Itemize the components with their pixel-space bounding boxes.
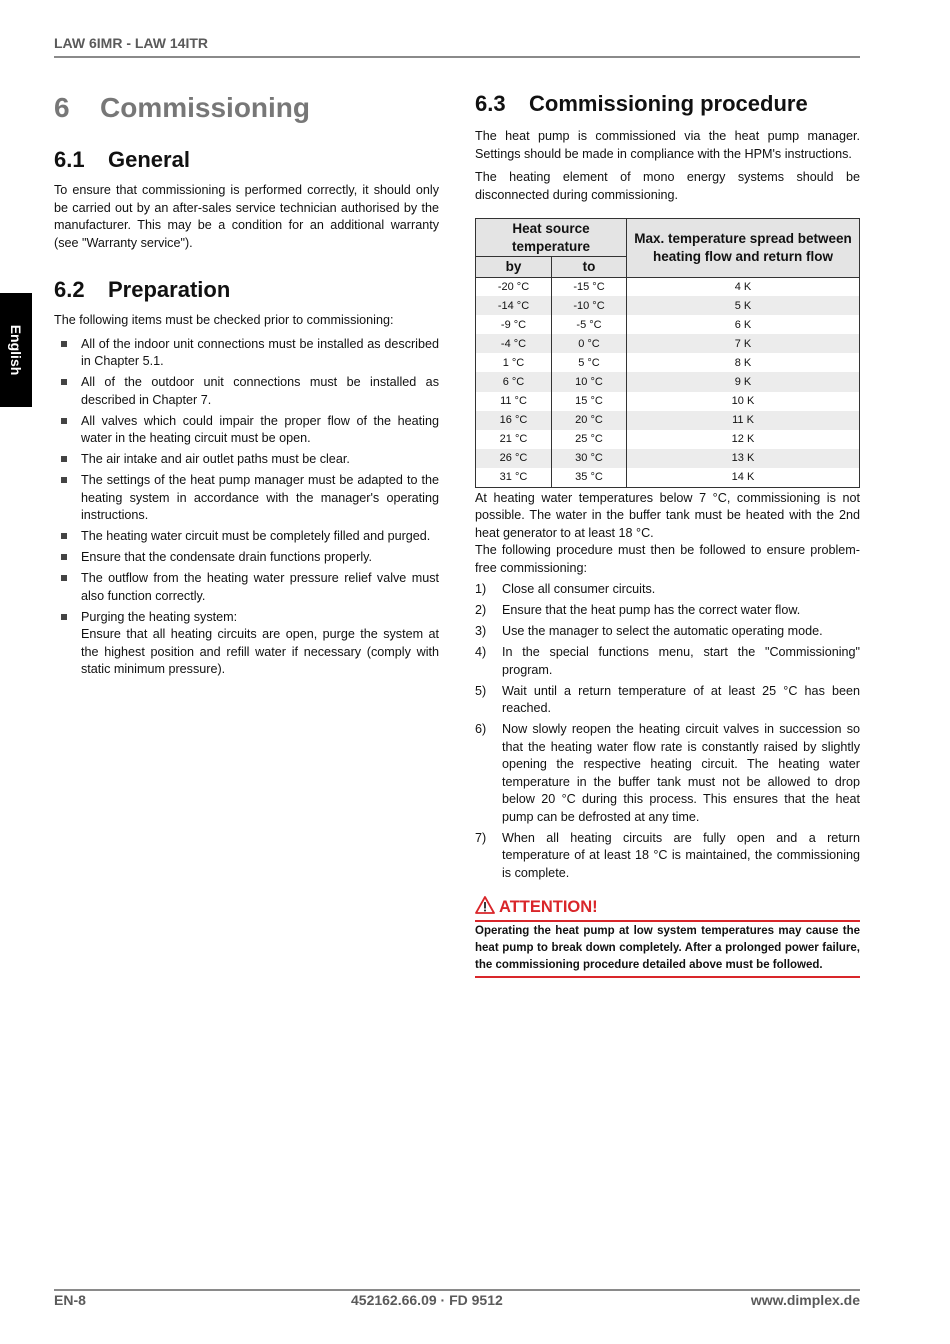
step-text: When all heating circuits are fully open and a return temperature of at least 18 °C is maintained, the commissioning is complete.	[502, 830, 860, 880]
list-item: The settings of the heat pump manager must be adapted to the heating system in accordance with the manager's operating instructions.	[54, 472, 439, 525]
table-header-spread: Max. temperature spread between heating flow and return flow	[627, 219, 860, 278]
step-number: 1)	[475, 582, 487, 597]
table-row	[476, 372, 860, 391]
table-cell: -5 °C	[552, 315, 627, 334]
table-cell: 5 °C	[552, 353, 627, 372]
step-number: 6)	[475, 722, 487, 737]
table-cell: 30 °C	[552, 449, 627, 468]
section-title: Preparation	[108, 277, 231, 302]
commissioning-steps	[475, 581, 860, 882]
table-row	[476, 468, 860, 487]
preparation-intro: The following items must be checked prior to commissioning:	[54, 313, 394, 327]
step-text: Wait until a return temperature of at least 25 °C has been reached.	[502, 683, 860, 716]
step-text: Close all consumer circuits.	[502, 582, 656, 597]
table-cell: 26 °C	[476, 449, 552, 468]
procedure-paragraph-1: The heat pump is commissioned via the heat pump manager. Settings should be made in compliance with the HPM's instructions.	[475, 129, 860, 161]
table-cell: 10 °C	[552, 372, 627, 391]
chapter-title	[54, 90, 439, 126]
step-text: In the special functions menu, start the "Commissioning" program.	[502, 645, 860, 677]
language-tab-label: English	[8, 324, 24, 376]
table-cell: 1 °C	[476, 353, 552, 372]
preparation-checklist	[54, 336, 439, 679]
section-title: Commissioning procedure	[529, 91, 808, 116]
table-cell: 14 K	[627, 468, 860, 487]
table-header-by: by	[476, 257, 552, 278]
attention-title: ATTENTION!	[499, 898, 598, 917]
table-cell: 11 K	[627, 411, 860, 430]
left-column	[54, 90, 439, 682]
list-item: The outflow from the heating water pressure relief valve must also function correctly.	[54, 570, 439, 605]
table-cell: 31 °C	[476, 468, 552, 487]
table-cell: -20 °C	[476, 277, 552, 296]
table-cell: 7 K	[627, 334, 860, 353]
footer-website: www.dimplex.de	[750, 1292, 860, 1308]
procedure-paragraph-4: The following procedure must then be followed to ensure problem-free commissioning:	[475, 543, 860, 575]
list-item	[475, 721, 860, 826]
table-header-heat-source: Heat source temperature	[476, 219, 627, 257]
table-row	[476, 430, 860, 449]
warning-triangle-icon	[475, 896, 495, 919]
section-title: General	[108, 147, 190, 172]
section-heading-preparation	[54, 276, 439, 304]
table-cell: -9 °C	[476, 315, 552, 334]
table-cell: 13 K	[627, 449, 860, 468]
table-cell: 25 °C	[552, 430, 627, 449]
table-cell: 6 K	[627, 315, 860, 334]
table-cell: -10 °C	[552, 296, 627, 315]
footer-page-number: EN-8	[54, 1292, 86, 1308]
table-cell: 35 °C	[552, 468, 627, 487]
list-item: All valves which could impair the proper flow of the heating water in the heating circuit must be open.	[54, 413, 439, 448]
table-header-to: to	[552, 257, 627, 278]
list-item: Ensure that the condensate drain functions properly.	[54, 549, 439, 567]
right-column	[475, 90, 860, 978]
table-row	[476, 334, 860, 353]
step-text: Ensure that the heat pump has the correct water flow.	[502, 603, 801, 618]
table-cell: -14 °C	[476, 296, 552, 315]
table-cell: 20 °C	[552, 411, 627, 430]
list-item	[475, 602, 860, 620]
table-cell: 16 °C	[476, 411, 552, 430]
section-number: 6.3	[475, 91, 506, 116]
section-heading-general	[54, 146, 439, 174]
language-tab	[0, 293, 32, 407]
footer-doc-number: 452162.66.09 · FD 9512	[351, 1292, 503, 1308]
table-row	[476, 353, 860, 372]
step-number: 2)	[475, 603, 487, 618]
table-row	[476, 392, 860, 411]
list-item-label: Purging the heating system:	[81, 609, 238, 624]
list-item	[475, 581, 860, 599]
list-item	[475, 644, 860, 679]
table-cell: -15 °C	[552, 277, 627, 296]
table-row	[476, 315, 860, 334]
list-item	[475, 830, 860, 883]
section-heading-procedure	[475, 90, 860, 118]
procedure-paragraph-2: The heating element of mono energy systems should be disconnected during commissioning.	[475, 170, 860, 202]
step-text: Use the manager to select the automatic operating mode.	[502, 624, 823, 639]
table-row	[476, 296, 860, 315]
list-item	[54, 609, 439, 679]
table-cell: 10 K	[627, 392, 860, 411]
step-number: 3)	[475, 624, 487, 639]
general-paragraph: To ensure that commissioning is performed correctly, it should only be carried out by an after-sales service technician authorised by the manufacturer. This may be a condition for an additional warranty (see "Warranty service").	[54, 183, 439, 250]
header-divider	[54, 56, 860, 58]
chapter-number: 6	[54, 92, 70, 123]
table-cell: 6 °C	[476, 372, 552, 391]
temperature-spread-table	[475, 218, 860, 488]
table-row	[476, 277, 860, 296]
procedure-paragraph-3: At heating water temperatures below 7 °C, commissioning is not possible. The water in the buffer tank must be heated with the 2nd heat generator to at least 18 °C.	[475, 490, 860, 540]
table-cell: 9 K	[627, 372, 860, 391]
table-cell: 11 °C	[476, 392, 552, 411]
table-row	[476, 449, 860, 468]
table-cell: 21 °C	[476, 430, 552, 449]
table-cell: 8 K	[627, 353, 860, 372]
section-number: 6.1	[54, 147, 85, 172]
attention-box	[475, 896, 860, 978]
header-title: LAW 6IMR - LAW 14ITR	[54, 35, 208, 51]
table-cell: 12 K	[627, 430, 860, 449]
table-cell: 5 K	[627, 296, 860, 315]
table-cell: 15 °C	[552, 392, 627, 411]
table-cell: 0 °C	[552, 334, 627, 353]
attention-text: Operating the heat pump at low system temperatures may cause the heat pump to break down completely. After a prolonged power failure, the commissioning procedure detailed above must be followed.	[475, 922, 860, 978]
step-number: 4)	[475, 645, 487, 660]
list-item: The air intake and air outlet paths must be clear.	[54, 451, 439, 469]
list-item: All of the outdoor unit connections must be installed as described in Chapter 7.	[54, 374, 439, 409]
step-number: 5)	[475, 683, 487, 698]
list-item: The heating water circuit must be completely filled and purged.	[54, 528, 439, 546]
table-cell: 4 K	[627, 277, 860, 296]
list-item	[475, 623, 860, 641]
step-text: Now slowly reopen the heating circuit valves in succession so that the heating water flow rate is constantly raised by slightly opening the respective heating circuit. The heating water temperature in the buffer tank must not be allowed to drop below 20 °C during this process. This ensures that the heat pump can be defrosted at any time.	[502, 722, 860, 824]
chapter-title-text: Commissioning	[100, 92, 311, 123]
attention-header	[475, 896, 860, 922]
table-row	[476, 411, 860, 430]
table-cell: -4 °C	[476, 334, 552, 353]
footer-divider	[54, 1289, 860, 1291]
list-item: All of the indoor unit connections must be installed as described in Chapter 5.1.	[54, 336, 439, 371]
section-number: 6.2	[54, 277, 85, 302]
list-item	[475, 683, 860, 718]
step-number: 7)	[475, 830, 487, 845]
list-item-detail: Ensure that all heating circuits are open, purge the system at the highest position and refill water if necessary (comply with static minimum pressure).	[81, 627, 439, 676]
